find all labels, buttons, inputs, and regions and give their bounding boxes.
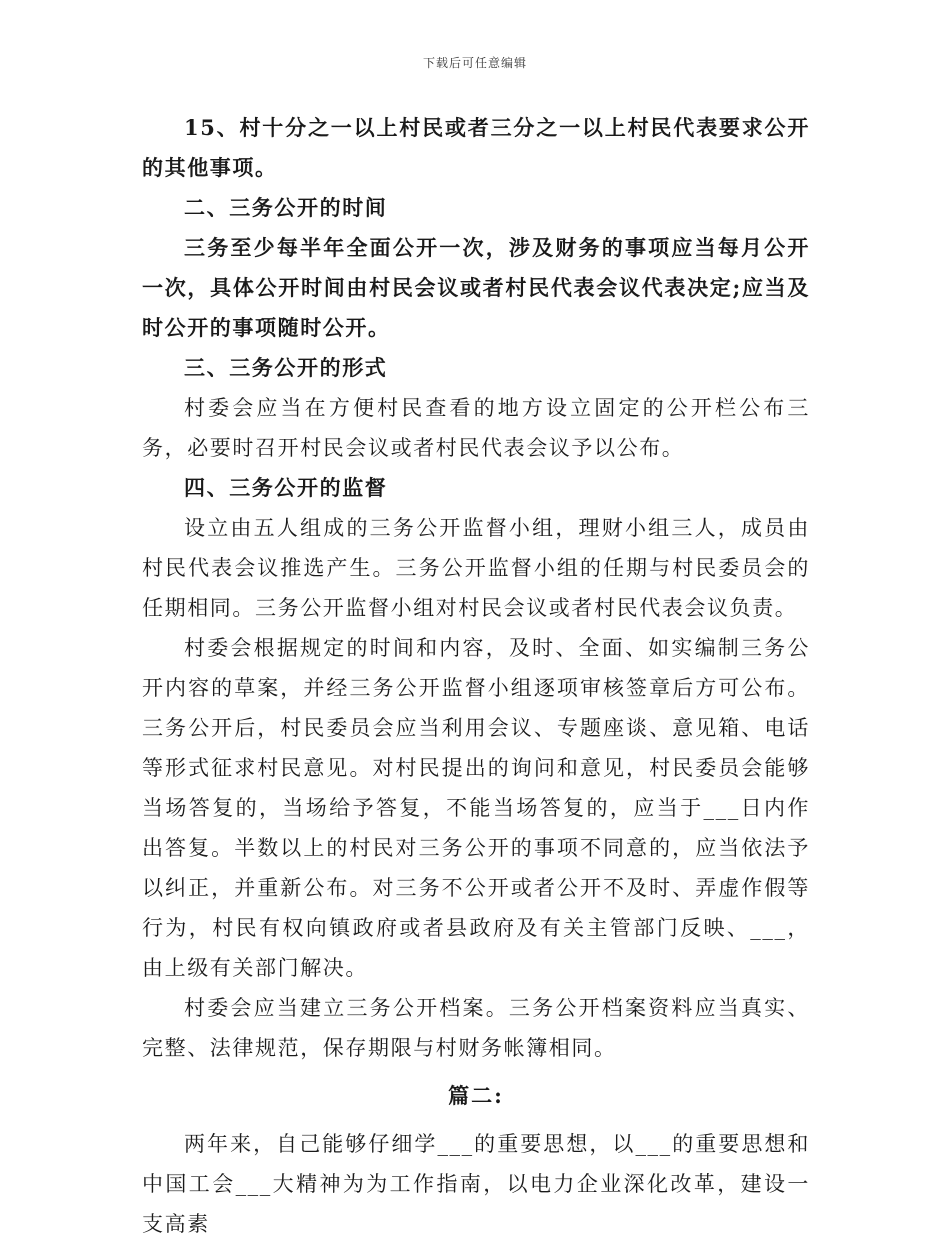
time-paragraph: 三务至少每半年全面公开一次，涉及财务的事项应当每月公开一次，具体公开时间由村民会议或者村民代表会议代表决定;应当及时公开的事项随时公开。 [142,235,810,340]
section-heading-time: 二、三务公开的时间 [184,195,388,220]
form-paragraph: 村委会应当在方便村民查看的地方设立固定的公开栏公布三务，必要时召开村民会议或者村民代表会议予以公布。 [142,396,810,460]
document-body [142,108,810,1244]
part-two-title: 篇二: [448,1083,504,1108]
section-heading-form: 三、三务公开的形式 [184,355,388,380]
page-header: 下载后可任意编辑 [422,56,527,70]
archive-paragraph: 村委会应当建立三务公开档案。三务公开档案资料应当真实、完整、法律规范，保存期限与村财务帐簿相同。 [142,996,810,1060]
supervision-paragraph-2: 村委会根据规定的时间和内容，及时、全面、如实编制三务公开内容的草案，并经三务公开监督小组逐项审核签章后方可公布。三务公开后，村民委员会应当利用会议、专题座谈、意见箱、电话等形式征求村民意见。对村民提出的询问和意见，村民委员会能够当场答复的，当场给予答复，不能当场答复的，应当于___日内作出答复。半数以上的村民对三务公开的事项不同意的，应当依法予以纠正，并重新公布。对三务不公开或者公开不及时、弄虚作假等行为，村民有权向镇政府或者县政府及有关主管部门反映、___，由上级有关部门解决。 [142,636,810,980]
supervision-paragraph-1: 设立由五人组成的三务公开监督小组，理财小组三人，成员由村民代表会议推选产生。三务公开监督小组的任期与村民委员会的任期相同。三务公开监督小组对村民会议或者村民代表会议负责。 [142,516,810,620]
part-two-paragraph: 两年来，自己能够仔细学___的重要思想，以___的重要思想和中国工会___大精神为为工作指南，以电力企业深化改革，建设一支高素 [142,1132,810,1236]
item-15-paragraph: 15、村十分之一以上村民或者三分之一以上村民代表要求公开的其他事项。 [142,115,810,180]
section-heading-supervision: 四、三务公开的监督 [184,475,388,500]
